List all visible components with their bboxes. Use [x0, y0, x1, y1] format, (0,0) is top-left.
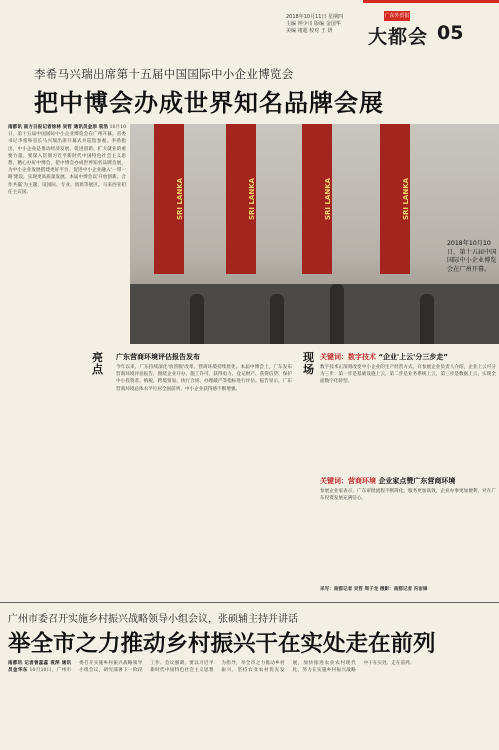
designer-line: 美编 褚超 校对 王 妍 [286, 28, 333, 34]
scene-body-1: 数字技术正深刻改变中小企业的生产经营方式。有参展企业负责人介绍，企业上云可分为三步：第一步是基础设施上云，第二步是业务系统上云，第三步是数据上云，实现全面数字化转型。 [320, 365, 496, 385]
main-headline: 把中博会办成世界知名品牌会展 [34, 89, 384, 117]
banner-3: SRI LANKA [302, 124, 332, 274]
bottom-subheadline: 广州市委召开实施乡村振兴战略领导小组会议，张硕辅主持并讲话 [8, 614, 298, 625]
main-subheadline: 李希马兴瑞出席第十五届中国国际中小企业博览会 [34, 67, 294, 81]
lead-article [8, 124, 126, 596]
visitor-figure [330, 284, 344, 344]
scene-title-1 [320, 352, 448, 362]
scene-body-2: 参展企业家表示，广东审批流程不断简化，服务更加高效，企业办事更加便利，对在广东投资发展充满信心。 [320, 489, 496, 502]
highlight-title: 广东营商环境评估报告发布 [116, 353, 200, 361]
section-title: 大都会 [368, 26, 429, 48]
page-number: 05 [437, 22, 464, 44]
editor-line: 主编 钟少川 版编 金国华 [286, 21, 341, 27]
booth-area [130, 284, 499, 344]
banner-2: SRI LANKA [226, 124, 256, 274]
bottom-headline: 举全市之力推动乡村振兴干在实处走在前列 [8, 631, 436, 657]
box-byline: 采写：南都记者 吴哲 周子龙 摄影：南都记者 冯宙锋 [320, 587, 428, 592]
scene-keyword-2: 关键词：营商环境 [320, 477, 376, 485]
visitor-figure [190, 294, 204, 344]
scene-keyword-1: 关键词：数字技术 [320, 353, 376, 361]
paper-name-badge: 广东外贸报 [384, 13, 410, 19]
bottom-article [8, 660, 498, 748]
lead-body: 10月10日，第十五届中国国际中小企业博览会在广州开幕。省委书记李希和省长马兴瑞出席开幕式并巡馆参观。李希指出，中小企业是推动经济发展、促进创新、扩大就业的重要力量。要深入贯彻习近平新时代中国特色社会主义思想，精心办好中博会，把中博会办成世界知名品牌会展，为中小企业发展搭建更好平台，促进中小企业融入'一带一路'建设，实现更高质量发展。本届中博会以'开放创新、合作共赢'为主题，设国际、专业、创新等展区。马来西亚担任主宾国。 [8, 125, 126, 195]
lead-byline: 南都讯 南方日报记者徐林 吴哲 通讯员金添 袁浩 [8, 125, 109, 130]
scene-heading-2: 企业家点赞广东营商环境 [378, 477, 456, 485]
expo-photo [130, 124, 499, 344]
section-divider [0, 602, 499, 603]
banner-1: SRI LANKA [154, 124, 184, 274]
scene-heading-1: “企业'上云'分三步走” [378, 353, 448, 361]
scene-title-2 [320, 476, 455, 486]
banner-4: SRI LANKA [380, 124, 410, 274]
visitor-figure [270, 294, 284, 344]
date-line: 2018年10月11日 星期四 [286, 14, 344, 20]
masthead-date-info [286, 14, 343, 35]
masthead [0, 0, 499, 58]
bottom-byline: 南都讯 记者曾蕊蕊 袁萍 通讯员金华东 [8, 661, 72, 674]
highlight-label: 亮点 [92, 351, 103, 376]
visitor-figure [420, 294, 434, 344]
masthead-red-rule [363, 0, 499, 3]
scene-label: 现场 [303, 351, 314, 376]
bottom-body: 10月10日，广州市委召开实施乡村振兴战略领导小组会议，研究部署下一阶段工作。会议强调，要以习近平新时代中国特色社会主义思想为指导，举全市之力推动乡村振兴，坚持农业农村优先发展，加快推进农业农村现代化，努力在实施乡村振兴战略中干在实处、走在前列。 [29, 661, 415, 674]
photo-caption: 2018年10月10日，第十五届中国国际中小企业博览会在广州开幕。 [447, 240, 497, 273]
highlight-body: 今年以来，广东持续深化'放管服'改革，营商环境持续优化。本届中博会上，广东发布营商环境评估报告，围绕企业开办、施工许可、获得电力、登记财产、获得信贷、保护中小投资者、纳税、跨境贸易、执行合同、办理破产等指标进行评估。报告显示，广东营商环境总体水平位居全国前列，中小企业获得感不断增强。 [116, 365, 292, 392]
